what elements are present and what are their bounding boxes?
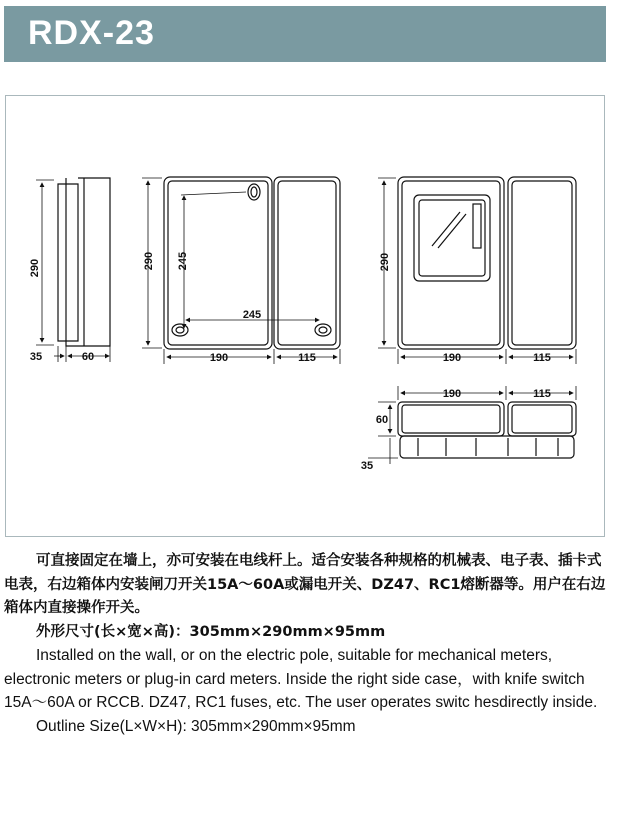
inner-view [164, 177, 340, 349]
top-width-right-label: 115 [533, 388, 551, 400]
technical-drawing [5, 95, 605, 537]
front-dims [378, 178, 576, 364]
front-width-left-label: 190 [442, 352, 462, 364]
inner-dims [142, 178, 340, 364]
inner-mount-horizontal-label: 245 [242, 309, 262, 321]
title-bar [4, 6, 606, 62]
description-en-size: Outline Size(L×W×H): 305mm×290mm×95mm [36, 717, 356, 735]
product-title: RDX-23 [28, 14, 155, 52]
top-depth-a-label: 60 [375, 414, 389, 426]
description-cn-size: 外形尺寸(长×宽×高)：305mm×290mm×95mm [36, 623, 386, 640]
top-view [398, 402, 576, 458]
front-height-label: 290 [379, 252, 391, 272]
inner-height-label: 290 [143, 251, 155, 271]
front-width-right-label: 115 [533, 352, 551, 364]
description-en-paragraph: Installed on the wall, or on the electric pole, suitable for mechanical meters, electronic meters or plug-in card meters. Inside the right side case，with knife switch 15A～60A or RCCB. DZ47, RC1 fuses, etc. The user operates switc hesdirectly inside. [4, 647, 598, 711]
front-view [398, 177, 576, 349]
description-cn-paragraph: 可直接固定在墙上，亦可安装在电线杆上。适合安装各种规格的机械表、电子表、插卡式电表，右边箱体内安装闸刀开关15A～60A或漏电开关、DZ47、RC1熔断器等。用户在右边箱体内直接操作开关。 [4, 553, 606, 616]
top-width-left-label: 190 [442, 388, 462, 400]
side-height-label: 290 [29, 258, 41, 278]
inner-mount-vertical-label: 245 [177, 251, 189, 271]
side-depth-a-label: 35 [29, 351, 43, 363]
drawing-svg [6, 96, 606, 538]
side-view [58, 178, 110, 346]
side-depth-b-label: 60 [81, 351, 95, 363]
description [4, 550, 612, 738]
top-depth-b-label: 35 [360, 460, 374, 472]
inner-width-left-label: 190 [209, 352, 229, 364]
side-dims [36, 180, 110, 362]
inner-width-right-label: 115 [298, 352, 316, 364]
